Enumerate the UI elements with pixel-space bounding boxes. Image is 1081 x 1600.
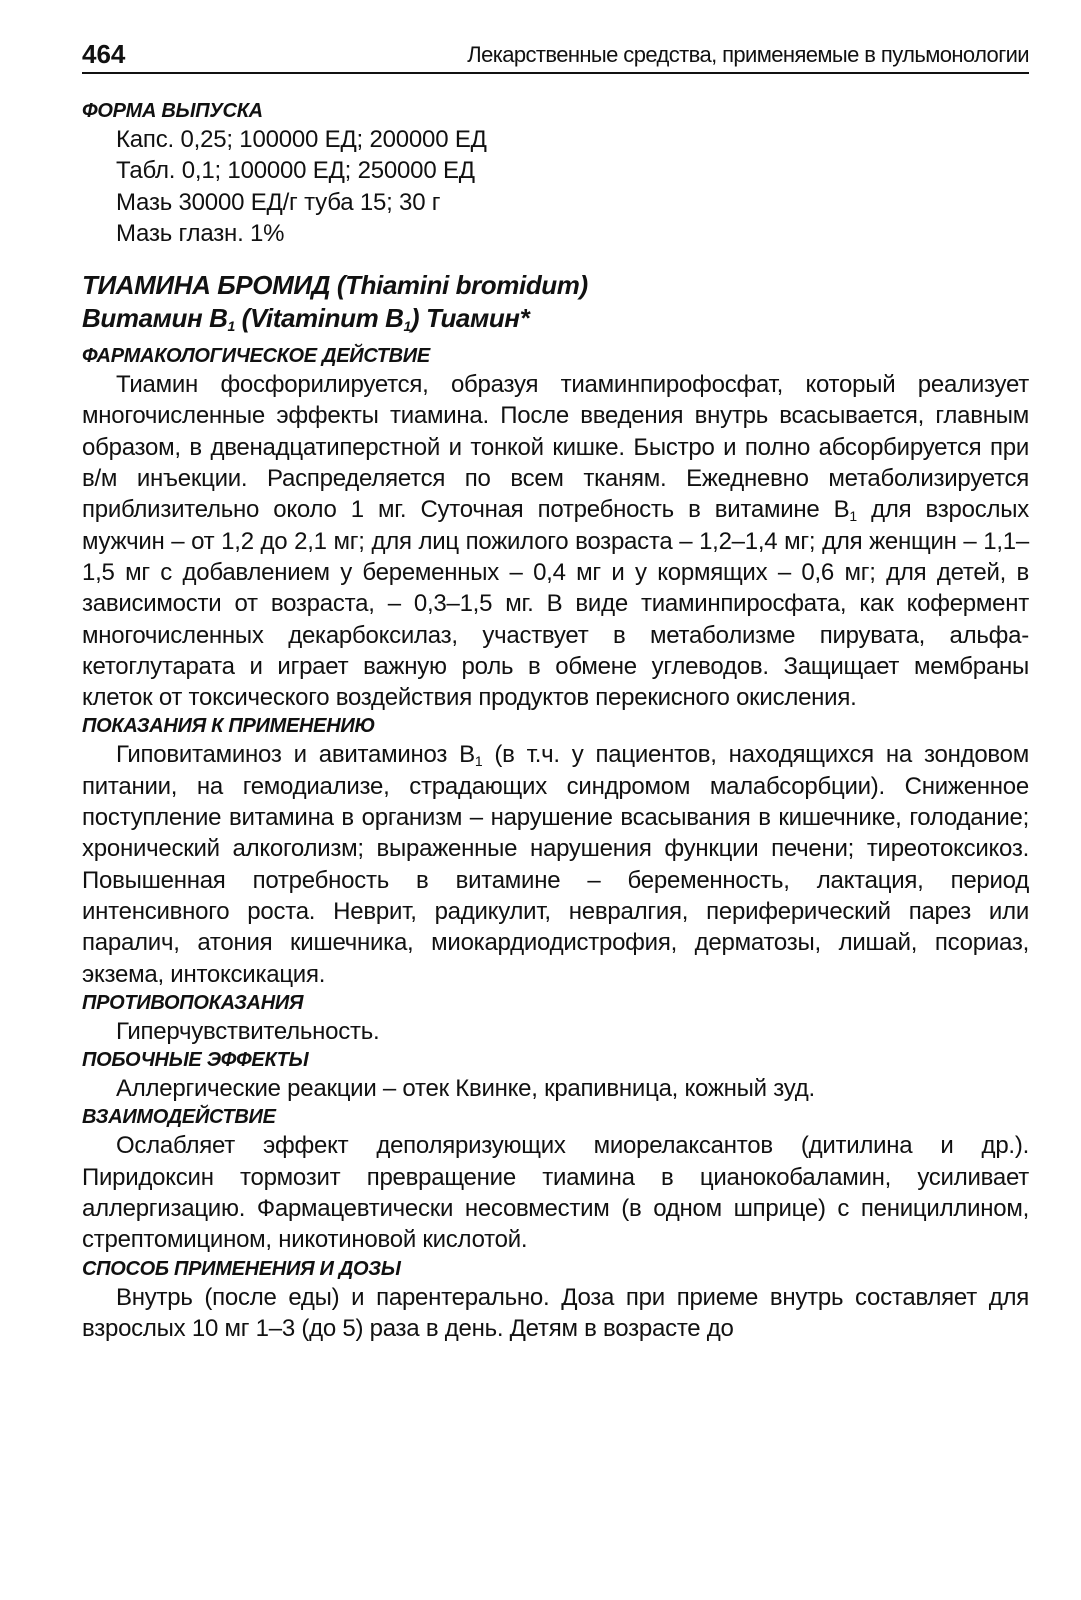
forma-list bbox=[82, 124, 1029, 249]
section-heading-indications: ПОКАЗАНИЯ К ПРИМЕНЕНИЮ bbox=[82, 715, 375, 738]
interaction-text: Ослабляет эффект деполяризующих миорелаксантов (дитилина и др.). Пиридоксин тормозит превращение тиамина в цианокобаламин, усиливает аллергизацию. Фармацевтически несовместим (в одном шприце) с пенициллином, стрептомицином, никотиновой кислотой. bbox=[82, 1132, 1029, 1254]
forma-line: Мазь глазн. 1% bbox=[116, 219, 285, 247]
page-number: 464 bbox=[82, 39, 126, 69]
section-heading-forma: ФОРМА ВЫПУСКА bbox=[82, 100, 263, 122]
forma-line: Табл. 0,1; 100000 ЕД; 250000 ЕД bbox=[116, 157, 475, 185]
section-heading-dosage: СПОСОБ ПРИМЕНЕНИЯ И ДОЗЫ bbox=[82, 1257, 401, 1280]
side-effects-text: Аллергические реакции – отек Квинке, крапивница, кожный зуд. bbox=[116, 1075, 815, 1103]
section-heading-side-effects: ПОБОЧНЫЕ ЭФФЕКТЫ bbox=[82, 1049, 309, 1072]
contra-text: Гиперчувствительность. bbox=[116, 1017, 380, 1045]
drug-title bbox=[82, 269, 1029, 335]
indications-text: Гиповитаминоз и авитаминоз $B_1$ (в т.ч. у пациентов, находящихся на зондовом питании, на гемодиализе, страдающих синдромом малабсорбции). Сниженное поступление витамина в организм – нарушение всасывания в кишечнике, голодание; хронический алкоголизм; выраженные нарушения функции печени; тиреотоксикоз. Повышенная потребность в витамине – беременность, лактация, период интенсивного роста. Неврит, радикулит, невралгия, периферический парез или паралич, атония кишечника, миокардиодистрофия, дерматозы, лишай, псориаз, экзема, интоксикация. bbox=[82, 741, 1030, 988]
forma-line: Мазь 30000 ЕД/г туба 15; 30 г bbox=[116, 188, 441, 216]
section-heading-pharm: ФАРМАКОЛОГИЧЕСКОЕ ДЕЙСТВИЕ bbox=[82, 345, 430, 368]
section-heading-interaction: ВЗАИМОДЕЙСТВИЕ bbox=[82, 1106, 276, 1129]
drug-title-line2: Витамин $B_1$ (Vitaminum $B_1$) Тиамин* bbox=[82, 303, 530, 335]
running-header bbox=[82, 38, 1029, 74]
running-title: Лекарственные средства, применяемые в пульмонологии bbox=[467, 42, 1029, 67]
pharm-text: Тиамин фосфорилируется, образуя тиаминпирофосфат, который реализует многочисленные эффекты тиамина. После введения внутрь всасывается, главным образом, в двенадцатиперстной и тонкой кишке. Быстро и полно абсорбируется при в/м инъекции. Распределяется по всем тканям. Ежедневно метаболизируется приблизительно около 1 мг. Суточная потребность в витамине $B_1$ для взрослых мужчин – от 1,2 до 2,1 мг; для лиц пожилого возраста – 1,2–1,4 мг; для женщин – 1,1–1,5 мг с добавлением у беременных – 0,4 мг и у кормящих – 0,6 мг; для детей, в зависимости от возраста, – 0,3–1,5 мг. В виде тиаминпиросфата, как кофермент многочисленных декарбоксилаз, участвует в метаболизме пирувата, альфа-кетоглутарата и играет важную роль в обмене углеводов. Защищает мембраны клеток от токсического воздействия продуктов перекисного окисления. bbox=[82, 371, 1029, 712]
forma-line: Капс. 0,25; 100000 ЕД; 200000 ЕД bbox=[116, 126, 487, 153]
section-heading-contra: ПРОТИВОПОКАЗАНИЯ bbox=[82, 991, 304, 1014]
drug-title-line1: ТИАМИНА БРОМИД (Thiamini bromidum) bbox=[82, 270, 588, 301]
dosage-text: Внутрь (после еды) и парентерально. Доза при приеме внутрь составляет для взрослых 10 мг 1–3 (до 5) раза в день. Детям в возрасте до bbox=[82, 1283, 1029, 1342]
